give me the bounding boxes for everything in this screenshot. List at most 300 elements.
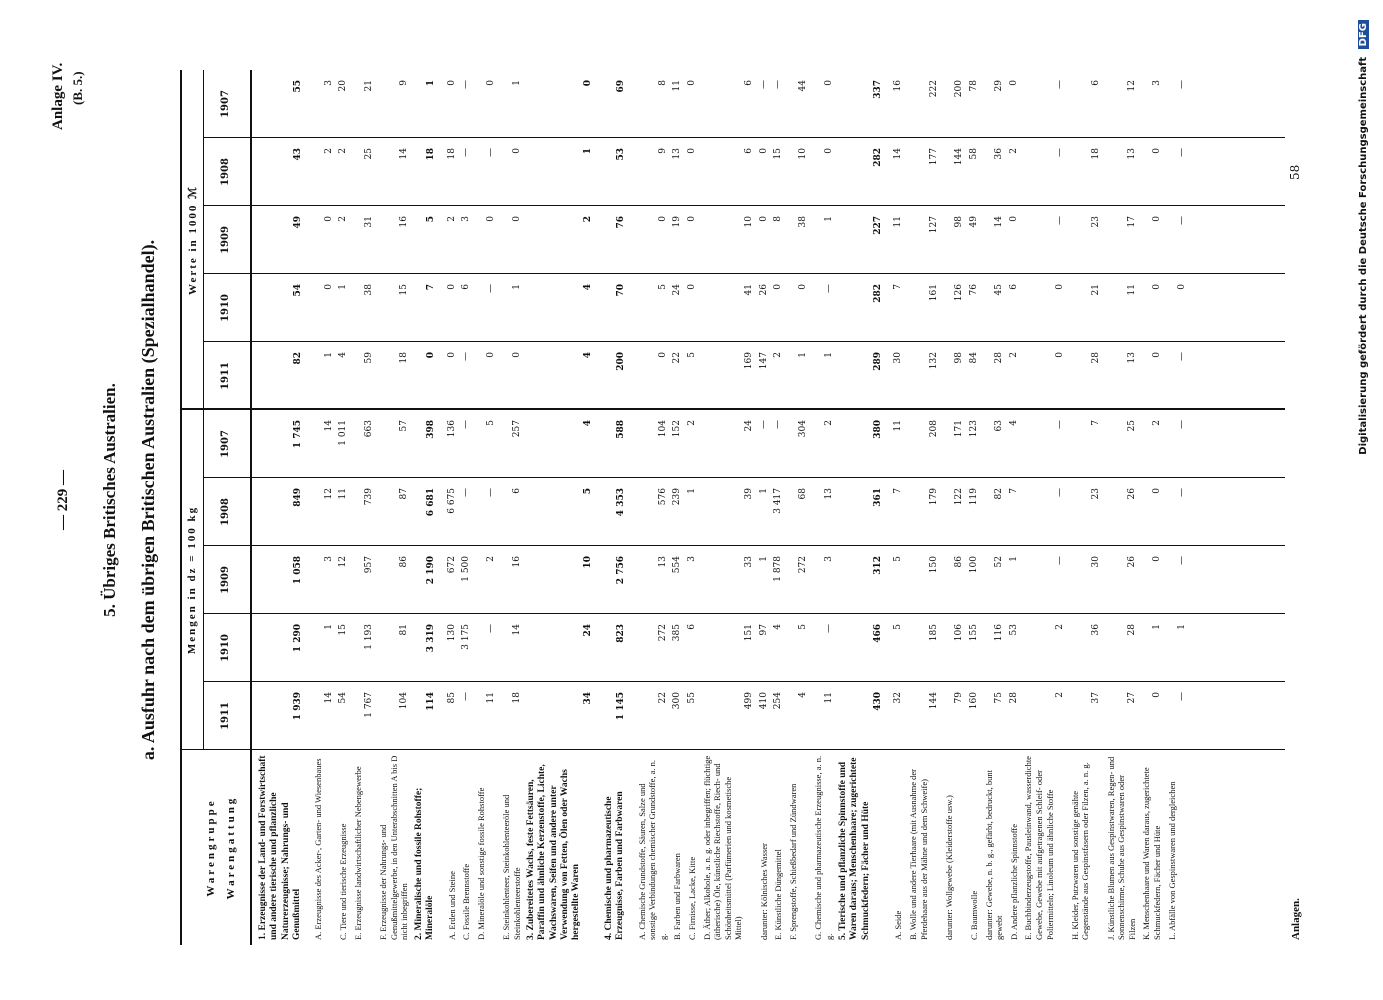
value-cell: — — [773, 80, 784, 89]
value-cell: 18 — [446, 148, 457, 160]
value-cell: 26 — [758, 284, 769, 296]
value-cell: 0 — [323, 284, 334, 290]
row-label: C. Firnisse, Lacke, Kitte — [687, 856, 697, 940]
quantity-cell: 171 — [954, 420, 965, 438]
quantity-cell: 30 — [1091, 556, 1101, 568]
value-cell: 2 — [338, 148, 349, 154]
quantity-cell: — — [773, 420, 784, 429]
quantity-cell: 1 — [758, 556, 769, 562]
quantity-cell: 2 — [1055, 692, 1066, 698]
quantity-cell: 1 — [323, 624, 334, 630]
quantity-cell: 0 — [1152, 692, 1162, 698]
quantity-cell: 82 — [994, 488, 1005, 500]
value-cell: 0 — [583, 80, 594, 87]
quantity-cell: 33 — [744, 556, 754, 568]
value-cell: 70 — [616, 284, 626, 297]
value-cell: 1 — [426, 80, 436, 87]
value-cell: 18 — [399, 352, 410, 364]
quantity-cell: 7 — [1008, 488, 1019, 494]
value-cell: 0 — [1008, 216, 1019, 222]
quantity-cell: 63 — [994, 420, 1005, 432]
quantity-cell: — — [1055, 420, 1066, 429]
quantity-cell: 11 — [893, 420, 904, 432]
quantity-cell: 6 — [511, 488, 522, 494]
quantity-cell: 5 — [583, 488, 594, 495]
quantity-cell: 2 190 — [426, 556, 436, 585]
section-title: 5. Übriges Britisches Australien. — [100, 383, 119, 617]
row-label: 1. Erzeugnisse der Land- und Forstwirtschaft und andere tierische und pflanzliche Naturerzeugnisse; Nahrungs- und Genußmittel — [258, 755, 302, 940]
year-header: 1907 — [220, 90, 231, 118]
quantity-cell: 11 — [338, 488, 349, 500]
value-cell: 15 — [773, 148, 784, 160]
value-cell: 16 — [399, 216, 410, 228]
quantity-cell: 4 — [1008, 420, 1019, 426]
quantity-cell: 152 — [672, 420, 683, 438]
value-cell: 6 — [1008, 284, 1019, 290]
quantity-cell: 3 175 — [461, 624, 472, 650]
row-label: C. Fossile Brennstoffe — [461, 863, 472, 940]
value-cell: 0 — [486, 216, 497, 222]
value-cell: 0 — [657, 352, 668, 358]
subtitle: a. Ausfuhr nach dem übrigen Britischen Australien (Spezialhandel). — [138, 239, 158, 761]
value-cell: 0 — [511, 352, 522, 358]
value-cell: 2 — [773, 352, 784, 358]
value-cell: 1 — [511, 80, 522, 86]
row-label: 2. Mineralische und fossile Rohstoffe; Mineralöle — [414, 787, 436, 940]
row-label: E. Künstliche Düngemittel — [773, 849, 784, 940]
quantity-cell: 398 — [426, 420, 436, 439]
quantity-cell: — — [461, 420, 472, 429]
quantity-cell: 53 — [1008, 624, 1019, 636]
value-cell: 12 — [1126, 80, 1137, 92]
quantity-cell: 12 — [323, 488, 334, 500]
quantity-cell: 16 — [511, 556, 522, 568]
quantity-cell: 1 — [1177, 624, 1188, 630]
quantity-cell: 1 500 — [461, 556, 472, 582]
quantity-cell: — — [1055, 556, 1066, 565]
quantity-cell: 7 — [893, 488, 904, 494]
quantity-cell: 554 — [672, 556, 683, 574]
value-cell: 0 — [758, 216, 769, 222]
quantity-cell: 119 — [969, 488, 979, 506]
col-group-label: Warengruppe — [205, 798, 217, 897]
quantity-cell: 14 — [323, 692, 334, 704]
row-label: L. Abfälle von Gespinstwaren und dergleichen — [1166, 781, 1177, 940]
value-cell: 3 — [1152, 80, 1162, 86]
row-label: 5. Tierische und pflanzliche Spinnstoffe und Waren daraus; Menschenhaare; zugerichtete Schmuckfedern; Fächer und Hüte — [838, 757, 871, 940]
quantity-cell: 208 — [929, 420, 940, 438]
quantity-cell: 144 — [929, 692, 940, 710]
quantity-cell: 5 — [798, 624, 809, 630]
quantity-cell: 23 — [1091, 488, 1101, 500]
row-label: 3. Zubereitetes Wachs, feste Fettsäuren, Paraffin und ähnliche Kerzenstoffe, Lichte, Wachswaren, Seifen und andere unter Verwendung von Fetten, Ölen oder Wachs hergestellte Waren — [526, 764, 582, 940]
quantity-cell: 2 — [486, 556, 497, 562]
quantity-cell: 13 — [657, 556, 668, 568]
row-label: D. Andere pflanzliche Spinnstoffe — [1008, 824, 1019, 940]
quantity-cell: 15 — [338, 624, 349, 636]
mengen-header: Mengen in dz = 100 kg — [186, 505, 198, 655]
value-cell: 24 — [672, 284, 683, 296]
value-cell: 7 — [893, 284, 904, 290]
value-cell: 29 — [994, 80, 1005, 92]
value-cell: 0 — [426, 352, 436, 359]
value-cell: 41 — [744, 284, 754, 296]
value-cell: 1 — [798, 352, 809, 358]
quantity-cell: 5 — [893, 624, 904, 630]
row-label: C. Tiere und tierische Erzeugnisse — [338, 823, 349, 940]
quantity-cell: 34 — [583, 692, 594, 705]
value-cell: 84 — [969, 352, 979, 364]
value-cell: 38 — [363, 284, 374, 296]
quantity-cell: — — [486, 488, 497, 497]
value-cell: — — [486, 148, 497, 157]
quantity-cell: 4 — [583, 420, 594, 427]
value-cell: 22 — [672, 352, 683, 364]
value-cell: 177 — [929, 148, 940, 166]
quantity-cell: 257 — [511, 420, 522, 438]
digitization-text: Digitalisierung gefördert durch die Deutsche Forschungsgemeinschaft — [1358, 56, 1369, 455]
value-cell: 55 — [292, 80, 303, 93]
value-cell: 11 — [893, 216, 904, 228]
page-number: — 229 — — [55, 470, 71, 530]
quantity-cell: 272 — [657, 624, 668, 642]
value-cell: 76 — [616, 216, 626, 229]
value-cell: — — [1177, 216, 1188, 225]
quantity-cell: — — [823, 624, 834, 633]
value-cell: — — [1177, 352, 1188, 361]
value-cell: 49 — [292, 216, 303, 229]
value-cell: 15 — [399, 284, 410, 296]
quantity-cell: 1 — [687, 488, 697, 494]
quantity-cell: 179 — [929, 488, 940, 506]
quantity-cell: 588 — [616, 420, 626, 439]
value-cell: 7 — [426, 284, 436, 291]
value-cell: 30 — [893, 352, 904, 364]
quantity-cell: 123 — [969, 420, 979, 438]
quantity-cell: — — [1055, 488, 1066, 497]
quantity-cell: 466 — [872, 624, 883, 643]
value-cell: 5 — [687, 352, 697, 358]
value-cell: 13 — [1126, 352, 1137, 364]
row-label: C. Baumwolle — [969, 890, 979, 940]
quantity-cell: 823 — [616, 624, 626, 643]
row-label: J. Künstliche Blumen aus Gespinstwaren, Regen- und Sonnenschirme, Schuhe aus Gespinstwaren oder Filzen — [1105, 756, 1137, 940]
value-cell: 49 — [969, 216, 979, 228]
quantity-cell: 3 — [687, 556, 697, 562]
value-cell: 21 — [1091, 284, 1101, 296]
value-cell: 0 — [1152, 284, 1162, 290]
quantity-cell: 1 011 — [338, 420, 349, 446]
value-cell: 0 — [446, 284, 457, 290]
value-cell: 2 — [1008, 148, 1019, 154]
value-cell: 58 — [969, 148, 979, 160]
value-cell: 98 — [954, 216, 965, 228]
quantity-cell: 0 — [1152, 488, 1162, 494]
quantity-cell: — — [461, 488, 472, 497]
value-cell: 23 — [1091, 216, 1101, 228]
value-cell: 5 — [426, 216, 436, 223]
value-cell: 14 — [994, 216, 1005, 228]
dfg-logo: DFG — [1358, 20, 1369, 49]
quantity-cell: 385 — [672, 624, 683, 642]
value-cell: 14 — [893, 148, 904, 160]
value-cell: 222 — [929, 80, 940, 98]
quantity-cell: — — [486, 624, 497, 633]
value-cell: 82 — [292, 352, 303, 365]
quantity-cell: 361 — [872, 488, 883, 507]
year-header: 1911 — [220, 362, 231, 390]
value-cell: 2 — [338, 216, 349, 222]
quantity-cell: 104 — [399, 692, 410, 710]
value-cell: 1 — [823, 216, 834, 222]
quantity-cell: 22 — [657, 692, 668, 704]
quantity-cell: 11 — [823, 692, 834, 704]
row-label: E. Erzeugnisse landwirtschaftlicher Nebengewerbe — [353, 766, 363, 940]
value-cell: 1 — [823, 352, 834, 358]
value-cell: 127 — [929, 216, 940, 234]
quantity-cell: 5 — [893, 556, 904, 562]
value-cell: 200 — [954, 80, 965, 98]
value-cell: — — [461, 148, 472, 157]
quantity-cell: 100 — [969, 556, 979, 574]
value-cell: — — [1055, 80, 1066, 89]
value-cell: 0 — [1152, 352, 1162, 358]
quantity-cell: 114 — [426, 692, 436, 711]
quantity-cell: 1 145 — [616, 692, 626, 721]
value-cell: 8 — [773, 216, 784, 222]
value-cell: 282 — [872, 148, 883, 167]
quantity-cell: 957 — [363, 556, 374, 574]
value-cell: 289 — [872, 352, 883, 371]
quantity-cell: 10 — [583, 556, 594, 569]
quantity-cell: 57 — [399, 420, 410, 432]
value-cell: 31 — [363, 216, 374, 228]
quantity-cell: — — [1177, 556, 1188, 565]
row-label: B. Wolle und andere Tierhaare (mit Ausnahme der Pferdehaare aus der Mähne und dem Schweife) — [908, 768, 929, 940]
value-cell: 0 — [758, 148, 769, 154]
value-cell: 2 — [583, 216, 594, 223]
value-cell: 17 — [1126, 216, 1137, 228]
value-cell: 11 — [672, 80, 683, 92]
value-cell: 0 — [446, 352, 457, 358]
quantity-cell: 85 — [446, 692, 457, 704]
row-label: D. Äther; Alkohole, a. n. g. oder inbegriffen; flüchtige (ätherische) Öle, künstliche Riechstoffe, Riech- und Schönheitsmittel (Parfümerien und kosmetische Mittel) — [701, 755, 744, 940]
row-label: H. Kleider, Putzwaren und sonstige genähte Gegenstände aus Gespinstfasern oder Filzen, a. n. g. — [1069, 762, 1091, 940]
quantity-cell: 1 058 — [292, 556, 303, 585]
annex-sub-label: (B. 5.) — [70, 71, 85, 105]
quantity-cell: 97 — [758, 624, 769, 636]
value-cell: 9 — [657, 148, 668, 154]
value-cell: 20 — [338, 80, 349, 92]
quantity-cell: 130 — [446, 624, 457, 642]
value-cell: 0 — [323, 216, 334, 222]
quantity-cell: 14 — [323, 420, 334, 432]
value-cell: 3 — [461, 216, 472, 222]
value-cell: 6 — [461, 284, 472, 290]
quantity-cell: 2 — [823, 420, 834, 426]
year-header: 1908 — [220, 158, 231, 186]
value-cell: 126 — [954, 284, 965, 302]
value-cell: 6 — [744, 148, 754, 154]
quantity-cell: 239 — [672, 488, 683, 506]
value-cell: 0 — [687, 148, 697, 154]
quantity-cell: 32 — [893, 692, 904, 704]
value-cell: 337 — [872, 80, 883, 99]
quantity-cell: 151 — [744, 624, 754, 642]
quantity-cell: 576 — [657, 488, 668, 506]
value-cell: 0 — [823, 80, 834, 86]
quantity-cell: 14 — [511, 624, 522, 636]
quantity-cell: 25 — [1126, 420, 1137, 432]
value-cell: 78 — [969, 80, 979, 92]
value-cell: — — [486, 284, 497, 293]
quantity-cell: 26 — [1126, 488, 1137, 500]
quantity-cell: 136 — [446, 420, 457, 438]
quantity-cell: 37 — [1091, 692, 1101, 704]
col-item-label: Warengattung — [225, 795, 237, 900]
quantity-cell: 106 — [954, 624, 965, 642]
quantity-cell: 272 — [798, 556, 809, 574]
quantity-cell: 739 — [363, 488, 374, 506]
value-cell: 76 — [969, 284, 979, 296]
quantity-cell: 0 — [1152, 556, 1162, 562]
quantity-cell: 410 — [758, 692, 769, 710]
year-header: 1908 — [220, 498, 231, 526]
quantity-cell: — — [461, 692, 472, 701]
row-label: A. Erzeugnisse des Acker-, Garten- und Wiesenbaues — [313, 758, 324, 940]
quantity-cell: 155 — [969, 624, 979, 642]
value-cell: 4 — [338, 352, 349, 358]
value-cell: 5 — [657, 284, 668, 290]
value-cell: 0 — [1055, 284, 1066, 290]
value-cell: 8 — [657, 80, 668, 86]
quantity-cell: 11 — [486, 692, 497, 704]
quantity-cell: 2 756 — [616, 556, 626, 585]
value-cell: 0 — [798, 284, 809, 290]
quantity-cell: 2 — [1055, 624, 1066, 630]
quantity-cell: 87 — [399, 488, 410, 500]
value-cell: 6 — [744, 80, 754, 86]
value-cell: 13 — [1126, 148, 1137, 160]
value-cell: 0 — [1152, 148, 1162, 154]
quantity-cell: 55 — [687, 692, 697, 704]
quantity-cell: — — [1177, 488, 1188, 497]
quantity-cell: 160 — [969, 692, 979, 710]
value-cell: 0 — [1177, 284, 1188, 290]
value-cell: — — [1055, 148, 1066, 157]
quantity-cell: 6 — [687, 624, 697, 630]
value-cell: 43 — [292, 148, 303, 161]
value-cell: — — [461, 352, 472, 361]
quantity-cell: 499 — [744, 692, 754, 710]
quantity-cell: 1 767 — [363, 692, 374, 718]
value-cell: — — [823, 284, 834, 293]
value-cell: 53 — [616, 148, 626, 161]
quantity-cell: 81 — [399, 624, 410, 636]
quantity-cell: 672 — [446, 556, 457, 574]
value-cell: — — [1055, 216, 1066, 225]
value-cell: 18 — [1091, 148, 1101, 160]
quantity-cell: 2 — [687, 420, 697, 426]
value-cell: 69 — [616, 80, 626, 93]
year-header: 1907 — [220, 430, 231, 458]
value-cell: 1 — [511, 284, 522, 290]
value-cell: 0 — [486, 80, 497, 86]
row-label: E. Buchbinderzeugstoffe, Pausleinwand, wasserdichte Gewebe, Gewebe mit aufgetragenen Schleif- oder Poliermitteln; Linoleum und ähnliche Stoffe — [1023, 756, 1055, 940]
quantity-cell: 4 — [773, 624, 784, 630]
quantity-cell: 1 745 — [292, 420, 303, 449]
row-label: A. Erden und Steine — [446, 871, 457, 940]
row-label: D. Mineralöle und sonstige fossile Rohstoffe — [475, 787, 486, 940]
value-cell: 0 — [657, 216, 668, 222]
quantity-cell: 5 — [486, 420, 497, 426]
footer-page-number: 58 — [1288, 164, 1302, 180]
quantity-cell: 312 — [872, 556, 883, 575]
quantity-cell: 68 — [798, 488, 809, 500]
quantity-cell: — — [1177, 420, 1188, 429]
quantity-cell: 304 — [798, 420, 809, 438]
value-cell: 9 — [399, 80, 410, 86]
quantity-cell: 18 — [511, 692, 522, 704]
quantity-cell: 27 — [1126, 692, 1137, 704]
quantity-cell: 380 — [872, 420, 883, 439]
value-cell: 13 — [672, 148, 683, 160]
value-cell: 0 — [1055, 352, 1066, 358]
quantity-cell: 12 — [338, 556, 349, 568]
year-header: 1909 — [220, 566, 231, 594]
value-cell: 10 — [744, 216, 754, 228]
value-cell: 1 — [338, 284, 349, 290]
year-header: 1910 — [220, 294, 231, 322]
quantity-cell: 36 — [1091, 624, 1101, 636]
value-cell: 45 — [994, 284, 1005, 296]
quantity-cell: 52 — [994, 556, 1005, 568]
value-cell: 144 — [954, 148, 965, 166]
quantity-cell: 1 193 — [363, 624, 374, 650]
quantity-cell: 1 939 — [292, 692, 303, 721]
value-cell: — — [1177, 148, 1188, 157]
quantity-cell: — — [758, 420, 769, 429]
row-label: F. Sprengstoffe, Schießbedarf und Zündwaren — [787, 783, 798, 940]
quantity-cell: 3 — [323, 556, 334, 562]
annex-label: Anlage IV. — [50, 62, 66, 130]
value-cell: 200 — [616, 352, 626, 371]
value-cell: 44 — [798, 80, 809, 92]
value-cell: 4 — [583, 352, 594, 359]
quantity-cell: 75 — [994, 692, 1005, 704]
row-label: darunter: Gewebe, n. b. g., gefärbt, bedruckt, bunt gewebt — [983, 770, 1005, 940]
value-cell: 0 — [511, 148, 522, 154]
value-cell: 282 — [872, 284, 883, 303]
value-cell: 0 — [773, 284, 784, 290]
quantity-cell: 122 — [954, 488, 965, 506]
year-header: 1909 — [220, 226, 231, 254]
value-cell: 0 — [687, 216, 697, 222]
value-cell: 2 — [323, 148, 334, 154]
quantity-cell: 3 417 — [773, 488, 784, 514]
value-cell: 227 — [872, 216, 883, 235]
quantity-cell: 1 — [1008, 556, 1019, 562]
value-cell: 3 — [323, 80, 334, 86]
quantity-cell: 4 — [798, 692, 809, 698]
value-cell: 28 — [1091, 352, 1101, 364]
quantity-cell: 1 — [1152, 624, 1162, 630]
quantity-cell: 150 — [929, 556, 940, 574]
value-cell: 54 — [292, 284, 303, 297]
quantity-cell: 430 — [872, 692, 883, 711]
row-label: G. Chemische und pharmazeutische Erzeugnisse, a. n. g. — [813, 755, 834, 940]
row-label: F. Erzeugnisse der Nahrungs- und Genußmittelgewerbe, in den Unterabschnitten A bis D nicht inbegriffen — [378, 755, 410, 940]
